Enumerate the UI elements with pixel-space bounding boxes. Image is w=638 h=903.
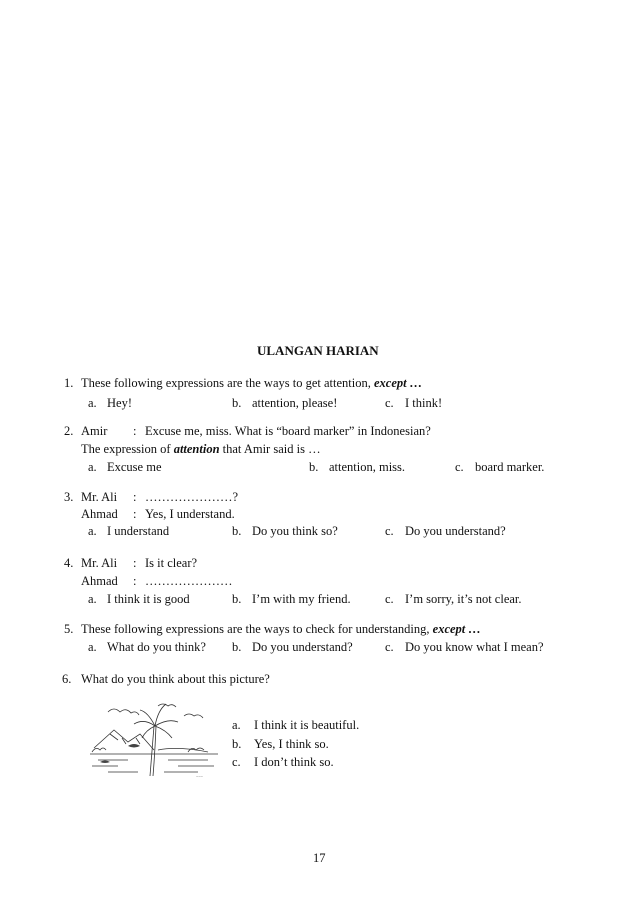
q4-colon-2: :: [133, 574, 137, 588]
q2-prompt-post: that Amir said is …: [219, 442, 321, 456]
q2-option-a-letter: a.: [88, 460, 97, 474]
q3-line-2: Yes, I understand.: [145, 507, 235, 521]
page-number: 17: [313, 851, 326, 865]
q1-option-b: attention, please!: [252, 396, 338, 410]
question-6-text: What do you think about this picture?: [81, 672, 270, 686]
q1-option-a-letter: a.: [88, 396, 97, 410]
q4-option-a: I think it is good: [107, 592, 190, 606]
q4-option-a-letter: a.: [88, 592, 97, 606]
q2-prompt-pre: The expression of: [81, 442, 174, 456]
q2-dialogue: Excuse me, miss. What is “board marker” in Indonesian?: [145, 424, 431, 438]
q5-option-b-letter: b.: [232, 640, 242, 654]
q2-option-c: board marker.: [475, 460, 545, 474]
q3-option-a: I understand: [107, 524, 170, 538]
q6-option-a-letter: a.: [232, 718, 241, 732]
q4-line-2: …………………: [145, 574, 233, 588]
question-1-emphasis: except …: [373, 376, 423, 390]
q4-option-b: I’m with my friend.: [252, 592, 351, 606]
beach-sketch-icon: [88, 696, 220, 780]
q1-option-c-letter: c.: [385, 396, 394, 410]
q2-option-a: Excuse me: [107, 460, 162, 474]
question-4-number: 4.: [64, 556, 74, 570]
q4-line-1: Is it clear?: [145, 556, 198, 570]
q3-option-b-letter: b.: [232, 524, 242, 538]
q2-option-c-letter: c.: [455, 460, 464, 474]
q5-option-a: What do you think?: [107, 640, 206, 654]
q6-option-b: Yes, I think so.: [254, 737, 329, 751]
q3-line-1: …………………?: [145, 490, 239, 504]
beach-landscape-illustration: [88, 696, 220, 780]
question-1-text: [81, 376, 422, 391]
q4-speaker-1: Mr. Ali: [81, 556, 118, 570]
q3-colon-2: :: [133, 507, 137, 521]
q6-option-c: I don’t think so.: [254, 755, 334, 769]
q5-option-c-letter: c.: [385, 640, 394, 654]
q3-option-c-letter: c.: [385, 524, 394, 538]
q2-prompt-emphasis: attention: [173, 442, 220, 456]
q2-speaker: Amir: [81, 424, 108, 438]
q2-option-b: attention, miss.: [329, 460, 406, 474]
q3-speaker-1: Mr. Ali: [81, 490, 118, 504]
q1-option-b-letter: b.: [232, 396, 242, 410]
question-5-prompt: These following expressions are the ways to check for understanding,: [81, 622, 433, 636]
question-6-number: 6.: [62, 672, 72, 686]
q5-option-a-letter: a.: [88, 640, 97, 654]
q6-option-c-letter: c.: [232, 755, 241, 769]
q1-option-a: Hey!: [107, 396, 132, 410]
q3-option-b: Do you think so?: [252, 524, 338, 538]
q4-colon-1: :: [133, 556, 137, 570]
q3-option-a-letter: a.: [88, 524, 97, 538]
q6-option-a: I think it is beautiful.: [254, 718, 360, 732]
q4-option-c: I’m sorry, it’s not clear.: [405, 592, 522, 606]
q3-speaker-2: Ahmad: [81, 507, 118, 521]
q2-option-b-letter: b.: [309, 460, 319, 474]
question-5-emphasis: except …: [432, 622, 481, 636]
q2-colon: :: [133, 424, 137, 438]
q1-option-c: I think!: [405, 396, 443, 410]
q3-colon-1: :: [133, 490, 137, 504]
q4-option-b-letter: b.: [232, 592, 242, 606]
question-5-number: 5.: [64, 622, 74, 636]
question-1-number: 1.: [64, 376, 74, 390]
question-3-number: 3.: [64, 490, 74, 504]
question-2-number: 2.: [64, 424, 74, 438]
q4-option-c-letter: c.: [385, 592, 394, 606]
q5-option-c: Do you know what I mean?: [405, 640, 544, 654]
q3-option-c: Do you understand?: [405, 524, 506, 538]
illustration-signature: ~~~: [196, 774, 204, 779]
q6-option-b-letter: b.: [232, 737, 242, 751]
page-title: ULANGAN HARIAN: [257, 343, 379, 358]
question-1-prompt: These following expressions are the ways to get attention,: [81, 376, 374, 390]
question-2-prompt: [81, 442, 321, 457]
question-5-text: [81, 622, 481, 637]
q5-option-b: Do you understand?: [252, 640, 353, 654]
q4-speaker-2: Ahmad: [81, 574, 118, 588]
